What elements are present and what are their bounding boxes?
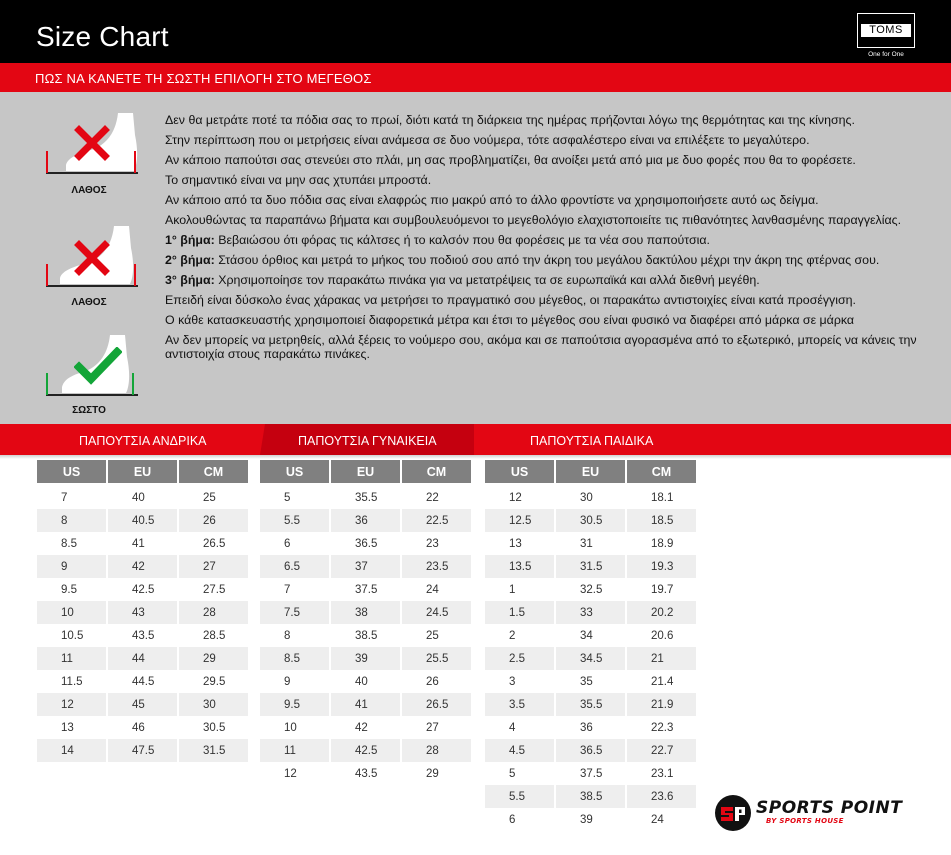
table-row (485, 486, 696, 509)
table-row (485, 624, 696, 647)
tip-item: Αν κάποιο από τα δυο πόδια σας είναι ελαφρώς πιο μακρύ από το άλλο φροντίστε να χρησιμοποιήσετε αυτό ως δείγμα. (165, 193, 819, 207)
cell-cm: 26 (179, 509, 248, 532)
cell-us: 12.5 (485, 509, 554, 532)
example-label: ΛΑΘΟΣ (71, 297, 107, 308)
cell-cm: 28.5 (179, 624, 248, 647)
cell-cm: 22 (402, 486, 471, 509)
cell-us: 2 (485, 624, 554, 647)
cell-cm: 29 (179, 647, 248, 670)
table-row (37, 486, 248, 509)
table-row (37, 624, 248, 647)
cell-eu: 44 (108, 647, 177, 670)
tip-item: Στην περίπτωση που οι μετρήσεις είναι ανάμεσα σε δυο νούμερα, τότε ασφαλέστερο είναι να επιλέξετε το μεγαλύτερο. (165, 133, 810, 147)
cell-eu: 40 (108, 486, 177, 509)
cell-us: 8.5 (37, 532, 106, 555)
cell-cm: 28 (402, 739, 471, 762)
cell-eu: 36 (331, 509, 400, 532)
logo-text: TOMS (861, 24, 911, 37)
cell-cm: 31.5 (179, 739, 248, 762)
cell-us: 10 (260, 716, 329, 739)
cell-eu: 38.5 (331, 624, 400, 647)
cell-us: 12 (37, 693, 106, 716)
table-row (260, 555, 471, 578)
tip-item: Ακολουθώντας τα παραπάνω βήματα και συμβουλευόμενοι το μεγεθολόγιο ελαχιστοποιείτε τις πιθανότητες λανθασμένης παραγγελίας. (165, 213, 902, 227)
cell-eu: 35 (556, 670, 625, 693)
cell-eu: 36.5 (556, 739, 625, 762)
column-header-eu: EU (108, 460, 177, 483)
table-row (37, 532, 248, 555)
table-header-row (485, 460, 696, 483)
cell-eu: 36 (556, 716, 625, 739)
table-row (260, 578, 471, 601)
cell-us: 7.5 (260, 601, 329, 624)
cell-cm: 24 (402, 578, 471, 601)
cell-cm: 23.6 (627, 785, 696, 808)
example-label: ΣΩΣΤΟ (72, 405, 106, 416)
tab-kids: ΠΑΠΟΥΤΣΙΑ ΠΑΙΔΙΚΑ (530, 434, 654, 448)
cell-cm: 27 (179, 555, 248, 578)
cell-us: 11 (37, 647, 106, 670)
cell-eu: 38 (331, 601, 400, 624)
tip-item: Αν κάποιο παπούτσι σας στενεύει στο πλάι, μη σας προβληματίζει, θα ανοίξει μετά από μια με δυο φορές που θα το φορέσετε. (165, 153, 856, 167)
column-header-us: US (260, 460, 329, 483)
cell-eu: 42 (108, 555, 177, 578)
table-row (37, 693, 248, 716)
cell-eu: 40 (331, 670, 400, 693)
cell-eu: 42 (331, 716, 400, 739)
table-row (37, 647, 248, 670)
cell-us: 13 (37, 716, 106, 739)
tab-women: ΠΑΠΟΥΤΣΙΑ ΓΥΝΑΙΚΕΙΑ (298, 434, 437, 448)
table-row (260, 670, 471, 693)
red-x-icon (74, 240, 110, 276)
cell-eu: 39 (556, 808, 625, 831)
table-row (260, 693, 471, 716)
cell-eu: 46 (108, 716, 177, 739)
table-row (37, 739, 248, 762)
table-row (260, 762, 471, 785)
instructions-panel (0, 92, 951, 424)
tip-item: Αν δεν μπορείς να μετρηθείς, αλλά ξέρεις το νούμερο σου, ακόμα και σε παπούτσια αγορασμένα από το εξωτερικό, μπορείς να κάνεις την αντιστοιχία στους παρακάτω πινάκες. (165, 333, 917, 361)
cell-us: 5 (485, 762, 554, 785)
table-row (485, 578, 696, 601)
cell-cm: 20.6 (627, 624, 696, 647)
sports-point-emblem-icon (714, 794, 752, 832)
header-bar (0, 0, 951, 63)
cell-us: 6.5 (260, 555, 329, 578)
cell-us: 2.5 (485, 647, 554, 670)
cell-cm: 25 (402, 624, 471, 647)
example-label: ΛΑΘΟΣ (71, 185, 107, 196)
cell-eu: 37.5 (331, 578, 400, 601)
cell-eu: 39 (331, 647, 400, 670)
cell-us: 3.5 (485, 693, 554, 716)
cell-eu: 36.5 (331, 532, 400, 555)
table-row (485, 532, 696, 555)
cell-eu: 47.5 (108, 739, 177, 762)
cell-cm: 23 (402, 532, 471, 555)
cell-us: 7 (37, 486, 106, 509)
cell-cm: 22.7 (627, 739, 696, 762)
red-x-icon (74, 125, 110, 161)
cell-eu: 44.5 (108, 670, 177, 693)
table-row (260, 509, 471, 532)
cell-us: 10 (37, 601, 106, 624)
cell-eu: 33 (556, 601, 625, 624)
subheader-bar (0, 63, 951, 92)
column-header-cm: CM (402, 460, 471, 483)
cell-us: 11.5 (37, 670, 106, 693)
cell-us: 9.5 (37, 578, 106, 601)
table-header-row (260, 460, 471, 483)
tip-item: Ο κάθε κατασκευαστής χρησιμοποιεί διαφορετικά μέτρα και έτσι το μέγεθος σου είναι φυσικό να διαφέρει από μάρκα σε μάρκα (165, 313, 855, 327)
cell-us: 13 (485, 532, 554, 555)
column-header-eu: EU (556, 460, 625, 483)
table-row (485, 762, 696, 785)
cell-cm: 28 (179, 601, 248, 624)
cell-cm: 21.9 (627, 693, 696, 716)
cell-eu: 40.5 (108, 509, 177, 532)
cell-us: 5.5 (485, 785, 554, 808)
table-row (37, 509, 248, 532)
cell-cm: 30 (179, 693, 248, 716)
cell-cm: 26 (402, 670, 471, 693)
cell-cm: 26.5 (179, 532, 248, 555)
cell-eu: 43.5 (331, 762, 400, 785)
cell-us: 6 (485, 808, 554, 831)
cell-eu: 45 (108, 693, 177, 716)
cell-cm: 24 (627, 808, 696, 831)
men-size-table (35, 460, 250, 762)
step-1: 1° βήμα: Βεβαιώσου ότι φόρας τις κάλτσες ή το καλσόν που θα φορέσεις με τα νέα σου παπούτσια. (165, 233, 710, 247)
cell-eu: 31 (556, 532, 625, 555)
table-row (37, 670, 248, 693)
cell-us: 8 (37, 509, 106, 532)
table-row (485, 693, 696, 716)
sports-point-logo (714, 793, 909, 833)
cell-us: 13.5 (485, 555, 554, 578)
tip-item: Επειδή είναι δύσκολο ένας χάρακας να μετρήσει το πραγματικό σου μέγεθος, οι παρακάτω αντιστοιχίες είναι κατά προσέγγιση. (165, 293, 856, 307)
cell-eu: 41 (331, 693, 400, 716)
cell-cm: 25 (179, 486, 248, 509)
cell-cm: 21 (627, 647, 696, 670)
cell-eu: 43 (108, 601, 177, 624)
column-header-cm: CM (179, 460, 248, 483)
cell-eu: 43.5 (108, 624, 177, 647)
table-row (37, 555, 248, 578)
cell-cm: 22.3 (627, 716, 696, 739)
cell-cm: 25.5 (402, 647, 471, 670)
cell-cm: 19.7 (627, 578, 696, 601)
cell-cm: 23.1 (627, 762, 696, 785)
cell-cm: 20.2 (627, 601, 696, 624)
cell-eu: 34 (556, 624, 625, 647)
table-row (485, 601, 696, 624)
cell-eu: 35.5 (556, 693, 625, 716)
brand-name: SPORTS POINT (756, 798, 903, 818)
tip-item: Το σημαντικό είναι να μην σας χτυπάει μπροστά. (165, 173, 432, 187)
cell-cm: 29.5 (179, 670, 248, 693)
table-row (37, 716, 248, 739)
kids-size-table (483, 460, 698, 831)
cell-us: 11 (260, 739, 329, 762)
table-row (485, 739, 696, 762)
cell-us: 4 (485, 716, 554, 739)
table-row (260, 716, 471, 739)
cell-us: 12 (260, 762, 329, 785)
column-header-us: US (37, 460, 106, 483)
step-3: 3° βήμα: Χρησιμοποίησε τον παρακάτω πινάκα για να μετατρέψεις τα σε ευρωπαϊκά και αλλά διεθνή μεγέθη. (165, 273, 760, 287)
column-header-eu: EU (331, 460, 400, 483)
cell-us: 10.5 (37, 624, 106, 647)
cell-cm: 22.5 (402, 509, 471, 532)
cell-us: 4.5 (485, 739, 554, 762)
page-title: Size Chart (36, 21, 169, 52)
cell-us: 1.5 (485, 601, 554, 624)
cell-eu: 35.5 (331, 486, 400, 509)
cell-eu: 30 (556, 486, 625, 509)
cell-eu: 32.5 (556, 578, 625, 601)
cell-us: 9 (37, 555, 106, 578)
foot-example-correct (38, 331, 140, 416)
cell-us: 7 (260, 578, 329, 601)
table-row (260, 601, 471, 624)
table-row (37, 601, 248, 624)
cell-us: 9 (260, 670, 329, 693)
brand-subtitle: BY SPORTS HOUSE (766, 817, 844, 825)
women-size-table (258, 460, 473, 785)
cell-us: 6 (260, 532, 329, 555)
cell-cm: 26.5 (402, 693, 471, 716)
cell-eu: 38.5 (556, 785, 625, 808)
foot-example-wrong-1 (38, 109, 140, 196)
cell-us: 8.5 (260, 647, 329, 670)
tab-men: ΠΑΠΟΥΤΣΙΑ ΑΝΔΡΙΚΑ (79, 434, 207, 448)
cell-us: 9.5 (260, 693, 329, 716)
cell-eu: 37 (331, 555, 400, 578)
sizing-tips (165, 113, 925, 367)
table-row (485, 555, 696, 578)
table-row (485, 716, 696, 739)
cell-eu: 34.5 (556, 647, 625, 670)
cell-cm: 30.5 (179, 716, 248, 739)
cell-eu: 42.5 (108, 578, 177, 601)
cell-us: 12 (485, 486, 554, 509)
toms-logo (857, 13, 915, 61)
logo-tagline: One for One (868, 51, 904, 58)
column-header-us: US (485, 460, 554, 483)
subheader-title: ΠΩΣ ΝΑ ΚΑΝΕΤΕ ΤΗ ΣΩΣΤΗ ΕΠΙΛΟΓΗ ΣΤΟ ΜΕΓΕΘΟΣ (35, 71, 372, 86)
table-header-row (37, 460, 248, 483)
tip-item: Δεν θα μετράτε ποτέ τα πόδια σας το πρωί, διότι κατά τη διάρκεια της ημέρας πρήζονται λόγω της θερμότητας και της κίνησης. (165, 113, 855, 127)
foot-example-wrong-2 (38, 222, 140, 308)
cell-cm: 21.4 (627, 670, 696, 693)
table-row (485, 647, 696, 670)
column-header-cm: CM (627, 460, 696, 483)
table-row (260, 486, 471, 509)
table-row (485, 670, 696, 693)
cell-cm: 19.3 (627, 555, 696, 578)
cell-eu: 30.5 (556, 509, 625, 532)
cell-cm: 27.5 (179, 578, 248, 601)
cell-us: 5 (260, 486, 329, 509)
cell-us: 5.5 (260, 509, 329, 532)
cell-eu: 42.5 (331, 739, 400, 762)
cell-eu: 31.5 (556, 555, 625, 578)
table-row (260, 739, 471, 762)
tab-shadow (0, 455, 951, 459)
table-row (37, 578, 248, 601)
table-row (485, 808, 696, 831)
cell-cm: 24.5 (402, 601, 471, 624)
cell-cm: 18.1 (627, 486, 696, 509)
cell-eu: 41 (108, 532, 177, 555)
table-row (260, 532, 471, 555)
cell-us: 1 (485, 578, 554, 601)
cell-cm: 27 (402, 716, 471, 739)
table-row (485, 509, 696, 532)
table-row (260, 647, 471, 670)
category-tabs (0, 424, 951, 455)
cell-us: 8 (260, 624, 329, 647)
cell-cm: 23.5 (402, 555, 471, 578)
cell-cm: 18.5 (627, 509, 696, 532)
step-2: 2° βήμα: Στάσου όρθιος και μετρά το μήκος του ποδιού σου από την άκρη του μεγάλου δακτύλου μέχρι την άκρη της φτέρνας σου. (165, 253, 880, 267)
cell-cm: 18.9 (627, 532, 696, 555)
table-row (260, 624, 471, 647)
cell-eu: 37.5 (556, 762, 625, 785)
table-row (485, 785, 696, 808)
cell-us: 14 (37, 739, 106, 762)
cell-cm: 29 (402, 762, 471, 785)
green-check-icon (74, 347, 122, 385)
cell-us: 3 (485, 670, 554, 693)
